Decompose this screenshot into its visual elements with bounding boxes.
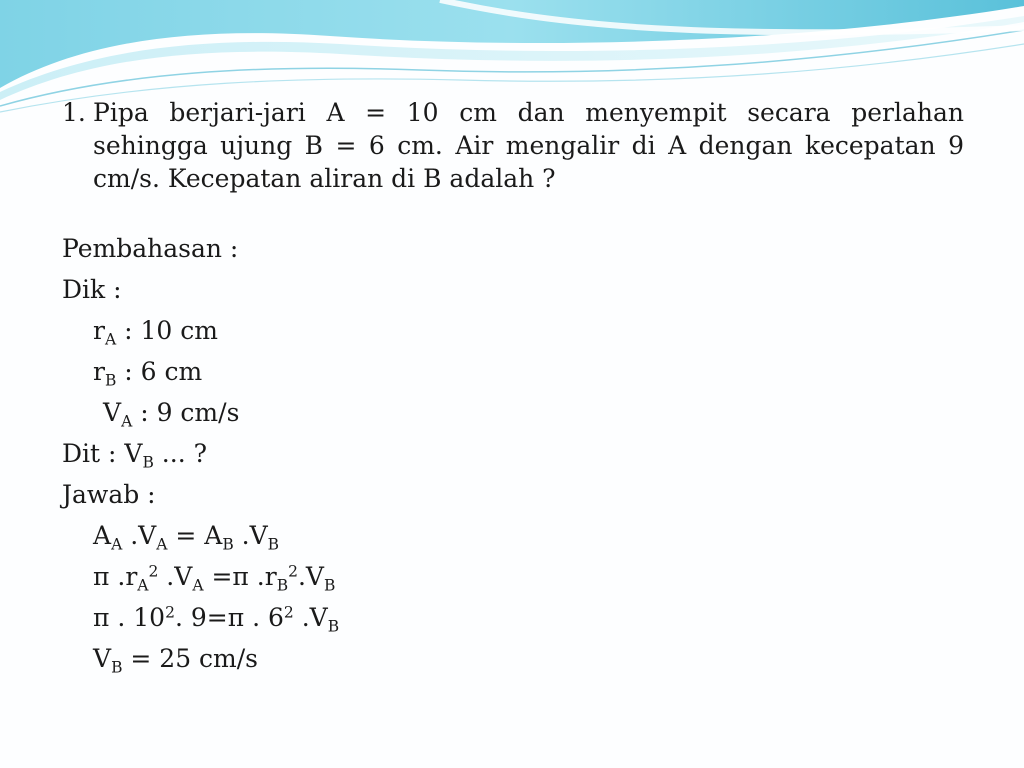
step-continuity-equation: $A_A$ $.V_A = A_B$ $.V_B$ xyxy=(93,521,280,554)
final-answer: $V_B = 25$ cm/s xyxy=(93,644,259,677)
step-numeric-substitution: π . $10^2$. 9=π . $6^2$ $.V_B$ xyxy=(93,603,340,636)
given-label: Dik : xyxy=(62,275,122,304)
question-item xyxy=(62,96,964,195)
slide-content xyxy=(62,96,964,680)
question-text: Pipa berjari-jari A = 10 cm dan menyempit secara perlahan sehingga ujung B = 6 cm. Air mengalir di A dengan kecepatan 9 cm/s. Kecepatan aliran di B adalah ? xyxy=(93,98,964,193)
question-number: 1. xyxy=(62,98,86,127)
answer-label: Jawab : xyxy=(62,480,156,509)
given-radius-a: $r_A$ : 10 cm xyxy=(93,316,218,349)
step-area-substitution: π $.r_A^2$ $.V_A =\pi$ $.r_B^2.V_B$ xyxy=(93,562,336,595)
asked-line: Dit : $V_B$ ... ? xyxy=(62,439,207,472)
given-radius-b: $r_B$ : 6 cm xyxy=(93,357,203,390)
given-velocity-a: $V_A$ : 9 cm/s xyxy=(103,398,240,431)
solution-heading: Pembahasan : xyxy=(62,234,239,263)
